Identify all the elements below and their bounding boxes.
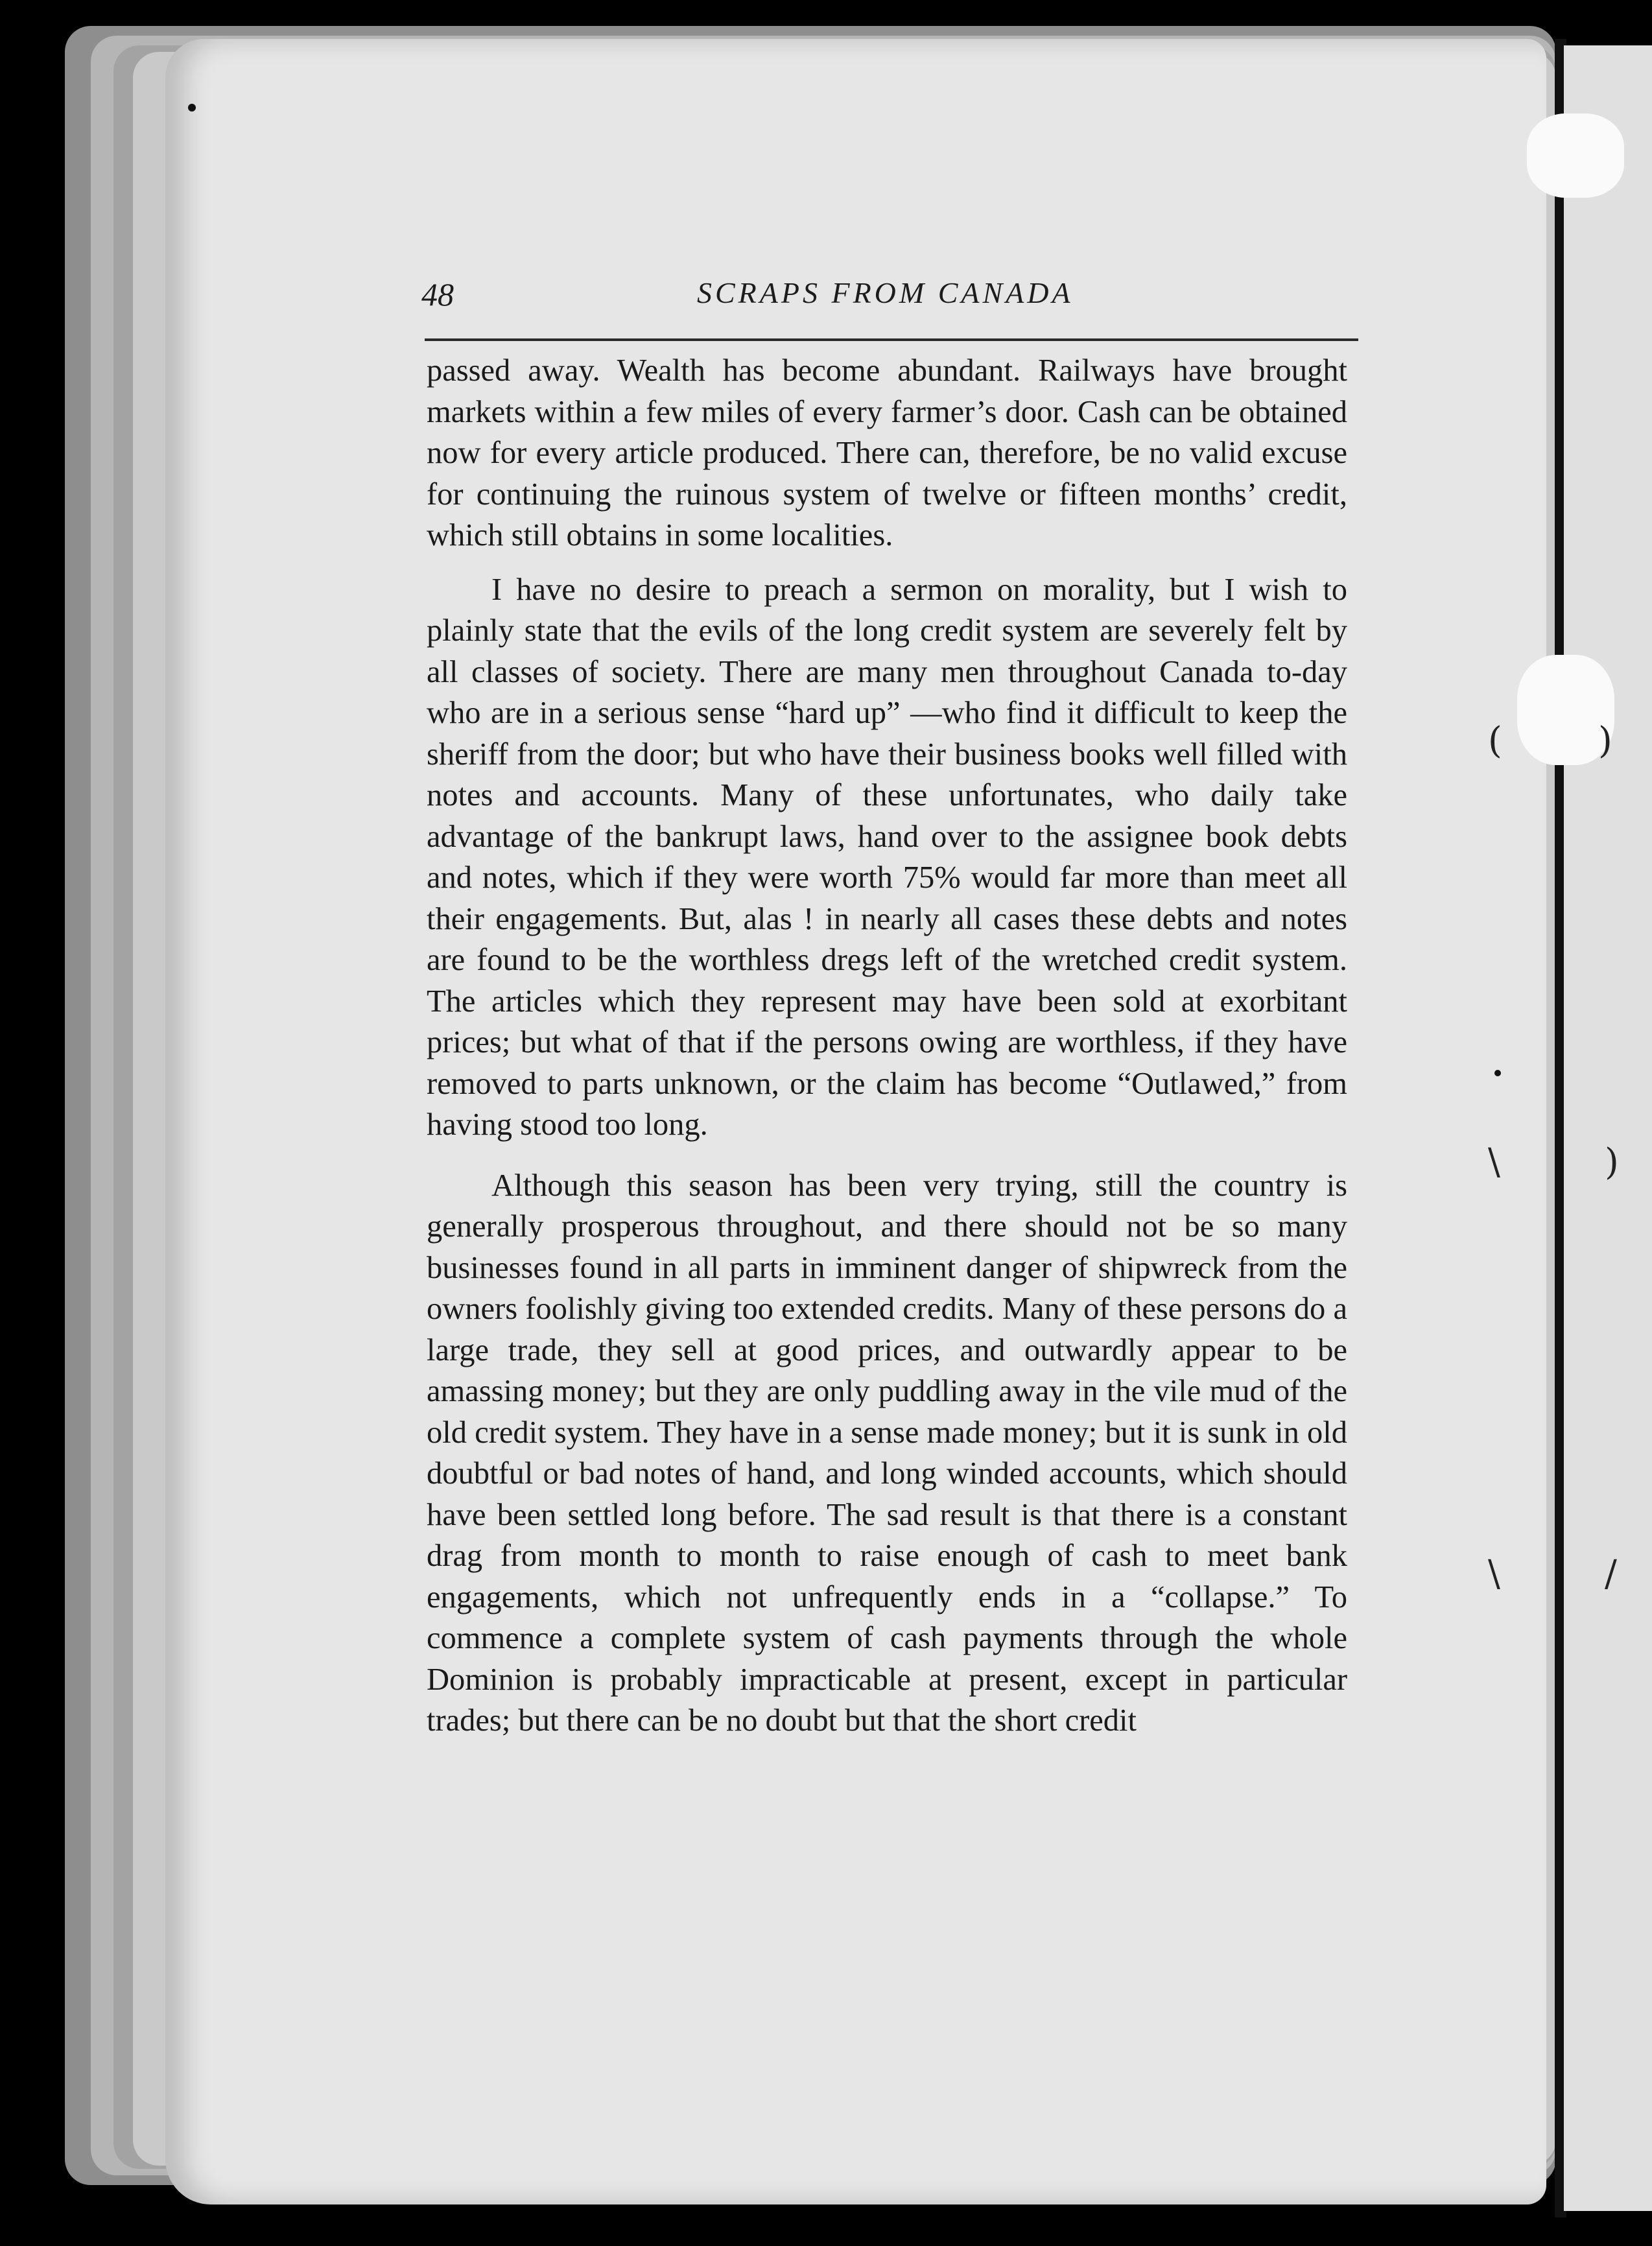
running-title: SCRAPS FROM CANADA [697, 276, 1074, 309]
page-number: 48 [421, 276, 454, 313]
bracket-mark: / [1605, 1553, 1617, 1595]
tape-mark [1527, 113, 1624, 198]
paragraph: I have no desire to preach a sermon on morality, but I wish to plainly state that the evils of the long credit system are severely felt by all classes of society. There are many men throughout Canada to-day who are in a serious sense “hard up” —who find it difficult to keep the sheriff from the door; but who have their business books well filled with notes and accounts. Many of these unfortunates, who daily take advantage of the bankrupt laws, hand over to the assignee book debts and notes, which if they were worth 75% would far more than meet all their engagements. But, alas ! in nearly all cases these debts and notes are found to be the worthless dregs left of the wretched credit system. The articles which they represent may have been sold at exorbitant prices; but what of that if the persons owing are worthless, if they have removed to parts unknown, or the claim has become “Outlawed,” from having stood too long. [427, 572, 1347, 1142]
speck [188, 104, 196, 112]
page-header [421, 276, 1368, 327]
bracket-mark: ) [1598, 720, 1612, 762]
bracket-mark: \ [1488, 1553, 1500, 1595]
bracket-mark: ( [1488, 720, 1502, 762]
speck [1494, 1070, 1501, 1076]
bracket-mark: ) [1605, 1141, 1619, 1183]
header-rule [425, 338, 1358, 341]
facing-page [1564, 45, 1652, 2211]
body-text [427, 350, 1347, 1742]
paragraph: Although this season has been very trying, still the country is generally prosperous throughout, and there should not be so many businesses found in all parts in imminent danger of shipwreck from the owners foolishly giving too extended credits. Many of these persons do a large trade, they sell at good prices, and outwardly appear to be amassing money; but they are only puddling away in the vile mud of the old credit system. They have in a sense made money; but it is sunk in old doubtful or bad notes of hand, and long winded accounts, which should have been settled long before. The sad result is that there is a constant drag from month to month to raise enough of cash to meet bank engagements, which not unfrequently ends in a “collapse.” To commence a complete system of cash payments through the whole Dominion is probably impracticable at present, except in particular trades; but there can be no doubt but that the short credit [427, 1168, 1347, 1738]
bracket-mark: \ [1488, 1141, 1500, 1183]
paragraph: passed away. Wealth has become abundant. Railways have brought markets within a few miles of every farmer’s door. Cash can be obtained now for every article produced. There can, therefore, be no valid excuse for continuing the ruinous system of twelve or fifteen months’ credit, which still obtains in some localities. [427, 353, 1347, 552]
